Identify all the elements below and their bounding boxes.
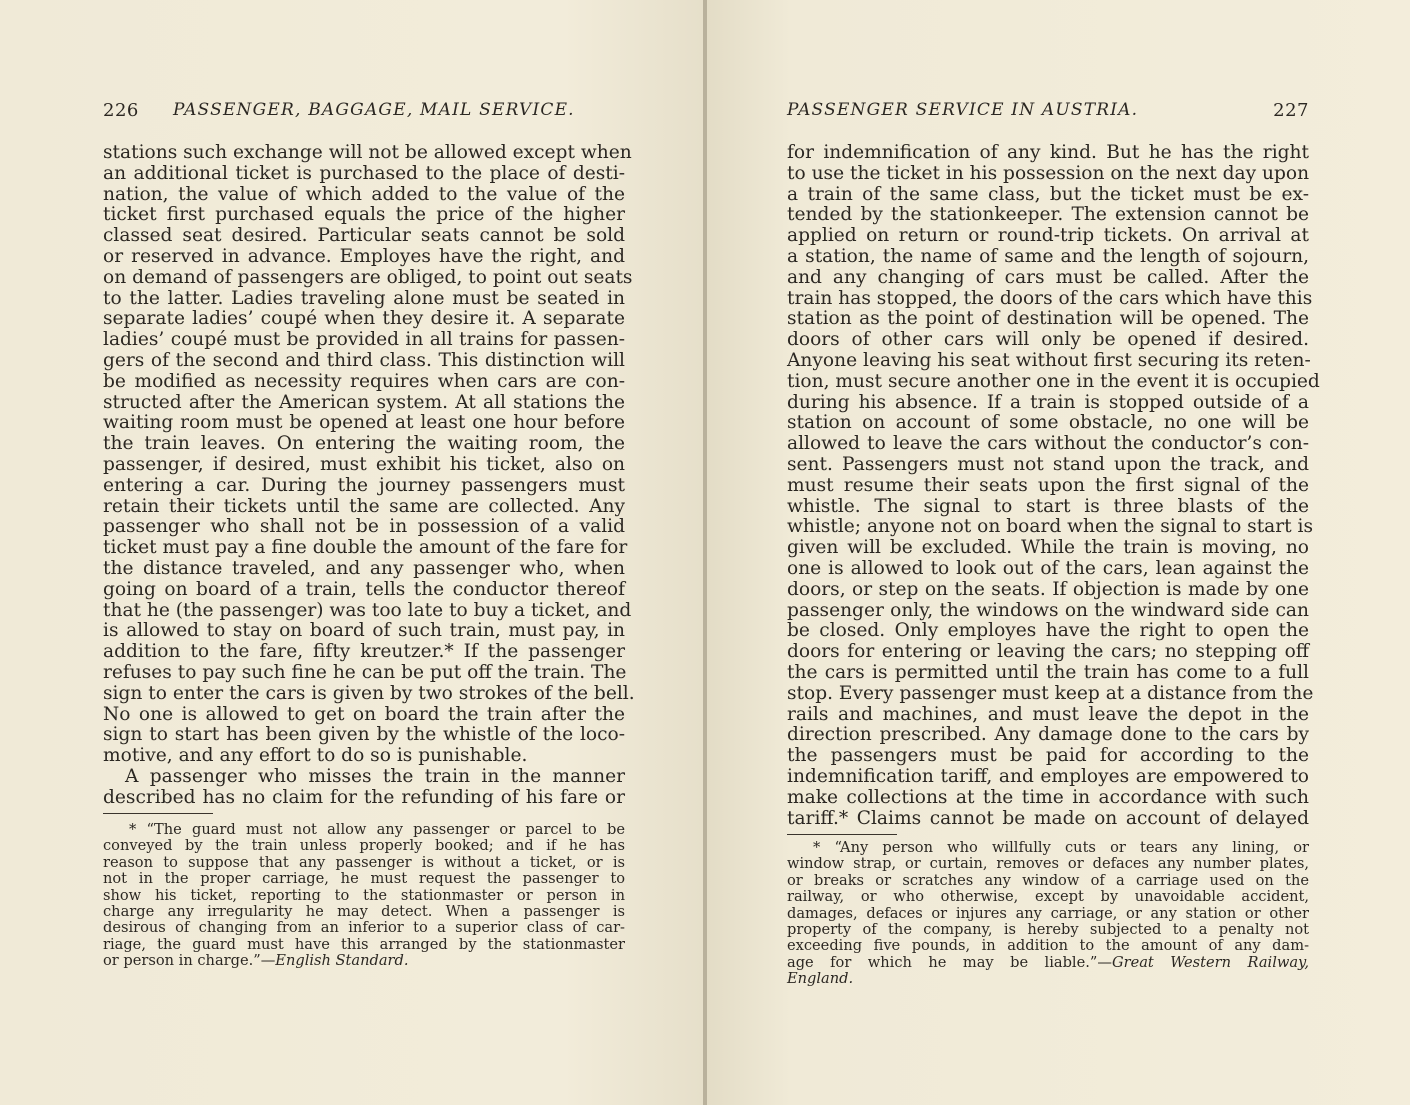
- right-footnote-source-2: England.: [787, 970, 854, 988]
- left-body-text: [103, 142, 635, 809]
- body-line: a train of the same class, but the ticket must be ex-: [787, 183, 1309, 205]
- body-line: addition to the fare, fifty kreutzer.* If the passenger: [103, 641, 625, 663]
- right-body-text: [787, 142, 1320, 829]
- body-line: going on board of a train, tells the conductor thereof: [103, 578, 625, 600]
- body-line: doors of other cars will only be opened if desired.: [787, 329, 1309, 351]
- left-footnote-source: English Standard.: [275, 952, 409, 970]
- body-line: stop. Every passenger must keep at a distance from the: [787, 682, 1314, 704]
- body-line: doors, or step on the seats. If objection is made by one: [787, 578, 1309, 600]
- left-page-header: [103, 100, 625, 124]
- right-footnote-source-1: Great Western Railway,: [1111, 953, 1310, 971]
- left-page: [0, 0, 703, 1105]
- body-line: the cars is permitted until the train has come to a full: [787, 661, 1309, 683]
- footnote-line: reason to suppose that any passenger is without a ticket, or is: [103, 853, 625, 871]
- body-line: No one is allowed to get on board the train after the: [103, 703, 625, 725]
- body-line: must resume their seats upon the first signal of the: [787, 474, 1309, 496]
- right-footnote: [787, 840, 1309, 988]
- left-footnote-last-text: or person in charge.”—: [103, 952, 276, 970]
- footnote-line: * “The guard must not allow any passenger or parcel to be: [129, 821, 625, 838]
- body-line: indemnification tariff, and employes are empowered to: [787, 765, 1309, 787]
- body-line: separate ladies’ coupé when they desire it. A separate: [103, 308, 625, 330]
- body-line: station as the point of destination will be opened. The: [787, 308, 1309, 330]
- left-footnote-last-line: [103, 953, 625, 969]
- body-line: Anyone leaving his seat without first securing its reten-: [787, 349, 1311, 371]
- body-line: gers of the second and third class. This distinction will: [103, 349, 625, 371]
- footnote-line: railway, or who otherwise, except by unavoidable accident,: [787, 888, 1309, 906]
- body-line: stations such exchange will not be allowed except when: [103, 142, 632, 163]
- right-footnote-last-line: [787, 971, 1309, 987]
- body-line: rails and machines, and must leave the depot in the: [787, 703, 1309, 725]
- body-line: train has stopped, the doors of the cars which have this: [787, 287, 1313, 309]
- right-page: [707, 0, 1410, 1105]
- body-line: the passengers must be paid for according to the: [787, 745, 1309, 767]
- body-line: the distance traveled, and any passenger who, when: [103, 557, 625, 579]
- footnote-line: damages, defaces or injures any carriage, or any station or other: [787, 904, 1309, 922]
- footnote-line: or breaks or scratches any window of a carriage used on the: [787, 871, 1309, 889]
- body-line: and any changing of cars must be called. After the: [787, 266, 1309, 288]
- body-line: ticket first purchased equals the price of the higher: [103, 204, 625, 226]
- body-line: motive, and any effort to do so is punishable.: [103, 745, 528, 767]
- body-line: passenger, if desired, must exhibit his ticket, also on: [103, 453, 625, 475]
- body-line: for indemnification of any kind. But he has the right: [787, 142, 1309, 163]
- body-line: to use the ticket in his possession on the next day upon: [787, 162, 1310, 184]
- left-page-number: 226: [103, 100, 139, 121]
- body-line: retain their tickets until the same are collected. Any: [103, 495, 625, 517]
- left-footnote-lines: [103, 822, 625, 953]
- left-footnote-rule: [103, 813, 213, 814]
- right-page-number: 227: [1273, 100, 1309, 121]
- body-line: described has no claim for the refunding of his fare or: [103, 786, 625, 808]
- body-line: the train leaves. On entering the waiting room, the: [103, 433, 625, 455]
- body-line: nation, the value of which added to the value of the: [103, 183, 625, 205]
- left-footnote: [103, 822, 625, 970]
- footnote-line: charge any irregularity he may detect. When a passenger is: [103, 903, 625, 921]
- body-line: structed after the American system. At all stations the: [103, 391, 625, 413]
- footnote-line: show his ticket, reporting to the stationmaster or person in: [103, 886, 625, 904]
- body-line: waiting room must be opened at least one hour before: [103, 412, 625, 434]
- body-line: on demand of passengers are obliged, to point out seats: [103, 266, 633, 288]
- body-line: entering a car. During the journey passengers must: [103, 474, 625, 496]
- body-line: a station, the name of same and the length of sojourn,: [787, 245, 1309, 267]
- body-line: ticket must pay a fine double the amount of the fare for: [103, 537, 628, 559]
- body-line: A passenger who misses the train in the manner: [125, 765, 625, 787]
- footnote-line: riage, the guard must have this arranged by the stationmaster: [103, 935, 625, 953]
- body-line: be modified as necessity requires when cars are con-: [103, 370, 625, 392]
- body-line: tariff.* Claims cannot be made on account of delayed: [787, 807, 1309, 829]
- body-line: refuses to pay such fine he can be put off the train. The: [103, 661, 627, 683]
- body-line: that he (the passenger) was too late to buy a ticket, and: [103, 599, 632, 621]
- right-footnote-rule: [787, 834, 897, 835]
- right-page-header: [787, 100, 1309, 124]
- body-line: allowed to leave the cars without the conductor’s con-: [787, 433, 1309, 455]
- right-footnote-lines: [787, 840, 1309, 955]
- body-line: direction prescribed. Any damage done to the cars by: [787, 724, 1309, 746]
- body-line: whistle. The signal to start is three blasts of the: [787, 495, 1309, 517]
- body-line: passenger who shall not be in possession of a valid: [103, 516, 625, 538]
- body-line: to the latter. Ladies traveling alone must be seated in: [103, 287, 625, 309]
- body-line: passenger only, the windows on the windward side can: [787, 599, 1309, 621]
- body-line: classed seat desired. Particular seats cannot be sold: [103, 225, 625, 247]
- footnote-line: exceeding five pounds, in addition to the amount of any dam-: [787, 937, 1309, 955]
- footnote-line: desirous of changing from an inferior to a superior class of car-: [103, 919, 625, 937]
- body-line: applied on return or round-trip tickets. On arrival at: [787, 225, 1309, 247]
- body-line: an additional ticket is purchased to the place of desti-: [103, 162, 625, 184]
- body-line: during his absence. If a train is stopped outside of a: [787, 391, 1309, 413]
- right-footnote-penult-text: age for which he may be liable.”—: [787, 953, 1112, 971]
- body-line: sign to start has been given by the whistle of the loco-: [103, 724, 625, 746]
- body-line: sign to enter the cars is given by two strokes of the bell.: [103, 682, 635, 704]
- body-line: doors for entering or leaving the cars; no stepping off: [787, 641, 1309, 663]
- body-line: or reserved in advance. Employes have the right, and: [103, 245, 625, 267]
- footnote-line: * “Any person who willfully cuts or tears any lining, or: [813, 839, 1309, 856]
- body-line: sent. Passengers must not stand upon the track, and: [787, 453, 1309, 475]
- body-line: whistle; anyone not on board when the signal to start is: [787, 516, 1314, 538]
- footnote-line: not in the proper carriage, he must request the passenger to: [103, 870, 625, 888]
- body-line: tion, must secure another one in the event it is occupied: [787, 370, 1320, 392]
- body-line: make collections at the time in accordance with such: [787, 786, 1309, 808]
- left-running-head: PASSENGER, BAGGAGE, MAIL SERVICE.: [173, 100, 575, 120]
- body-line: ladies’ coupé must be provided in all trains for passen-: [103, 329, 625, 351]
- footnote-line: window strap, or curtain, removes or defaces any number plates,: [787, 855, 1309, 873]
- right-footnote-penult-line: [787, 955, 1309, 971]
- body-line: tended by the stationkeeper. The extension cannot be: [787, 204, 1309, 226]
- footnote-line: property of the company, is hereby subjected to a penalty not: [787, 921, 1309, 939]
- body-line: is allowed to stay on board of such train, must pay, in: [103, 620, 625, 642]
- body-line: be closed. Only employes have the right to open the: [787, 620, 1309, 642]
- body-line: one is allowed to look out of the cars, lean against the: [787, 557, 1309, 579]
- right-running-head: PASSENGER SERVICE IN AUSTRIA.: [787, 100, 1139, 120]
- body-line: given will be excluded. While the train is moving, no: [787, 537, 1309, 559]
- body-line: station on account of some obstacle, no one will be: [787, 412, 1309, 434]
- footnote-line: conveyed by the train unless properly booked; and if he has: [103, 837, 625, 855]
